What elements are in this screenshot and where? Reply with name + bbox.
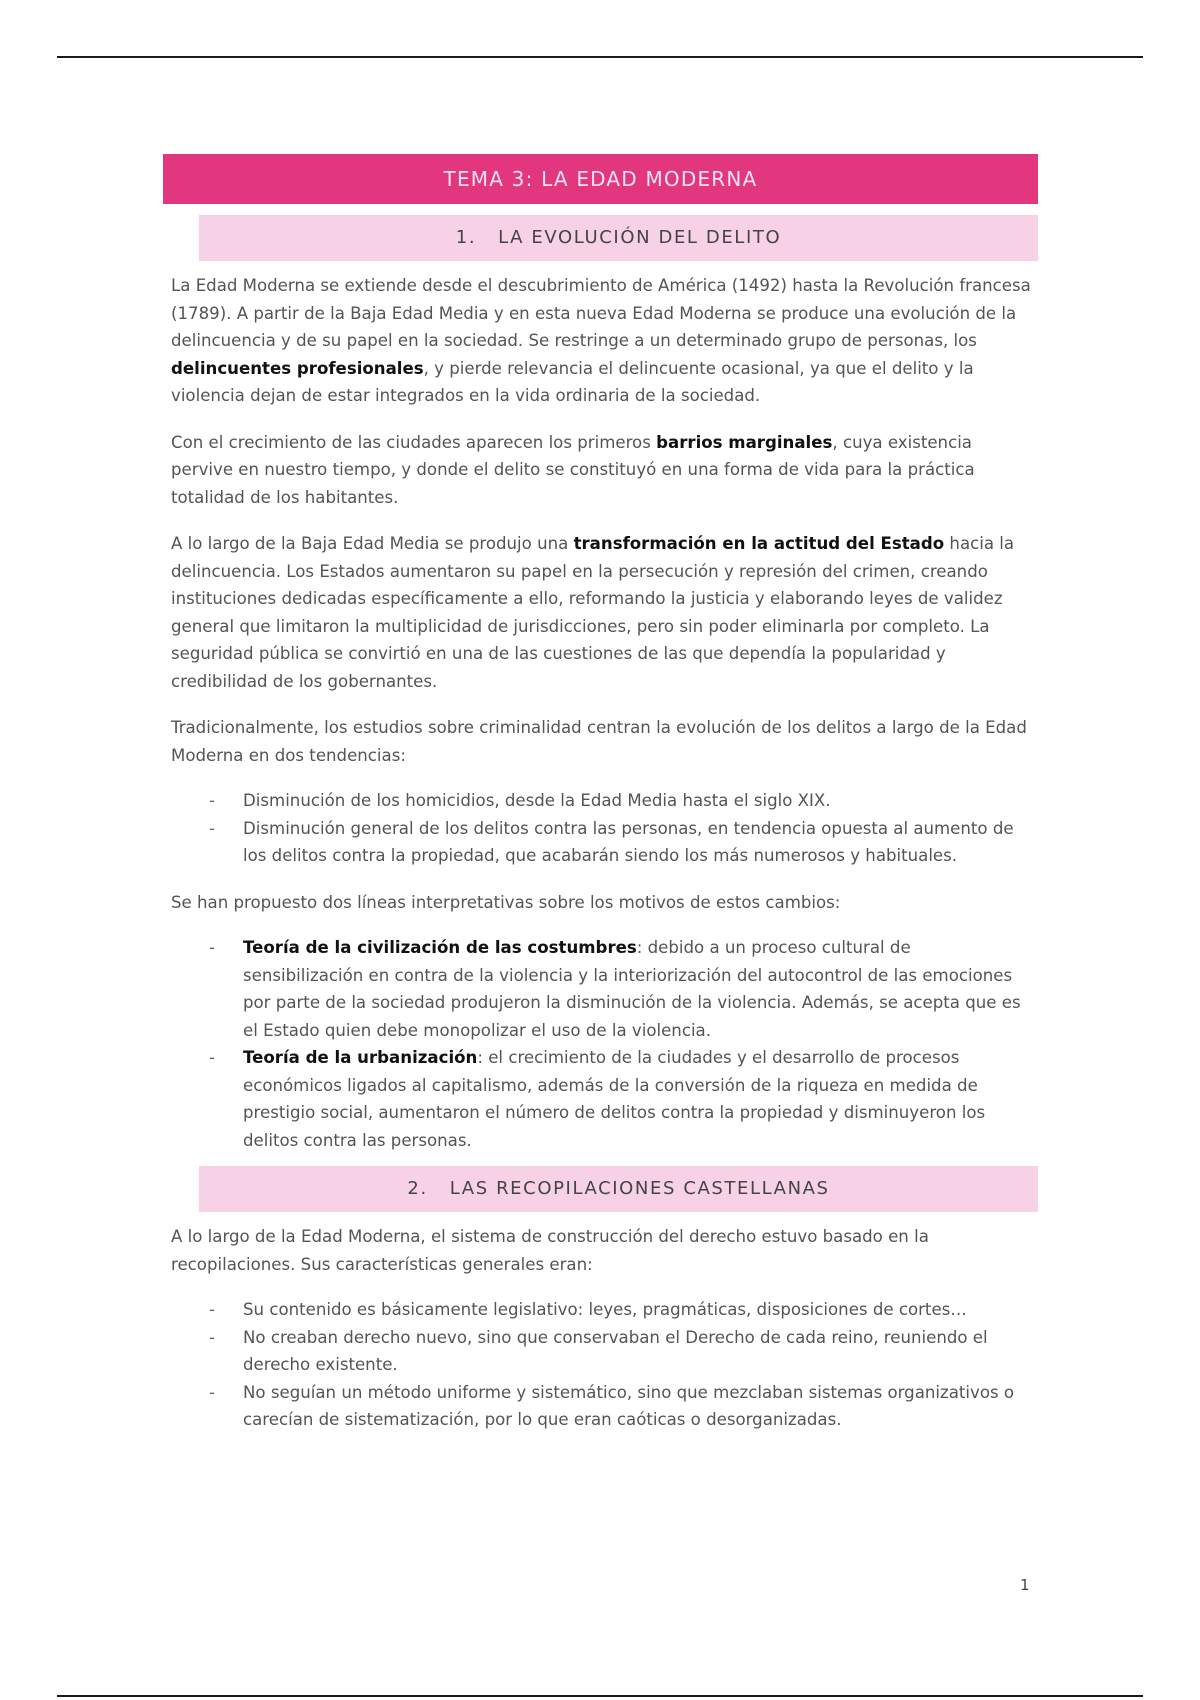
bullet-dash: - bbox=[209, 1048, 215, 1067]
section-heading-evolucion-delito bbox=[199, 215, 1038, 261]
bullet-dash: - bbox=[209, 1300, 215, 1319]
document-title: TEMA 3: LA EDAD MODERNA bbox=[163, 154, 1038, 204]
header-rule bbox=[57, 56, 1143, 58]
bullet-dash: - bbox=[209, 1327, 215, 1347]
paragraph: A lo largo de la Baja Edad Media se produjo una transformación en la actitud del Estado hacia la delincuencia. Los Estados aumentaron su papel en la persecución y represión del crimen, creando instituciones dedicadas específicamente a ello, reformando la justicia y elaborando leyes de validez general que limitaron la multiplicidad de jurisdicciones, pero sin poder eliminarla por completo. La seguridad pública se convirtió en una de las cuestiones de las que dependía la popularidad y credibilidad de los gobernantes. bbox=[171, 534, 1015, 691]
section-number: 1. bbox=[455, 227, 477, 248]
paragraph: Con el crecimiento de las ciudades aparecen los primeros barrios marginales, cuya existencia pervive en nuestro tiempo, y donde el delito se constituyó en una forma de vida para la práctica totalidad de los habitantes. bbox=[171, 432, 975, 507]
bullet-list-caracteristicas bbox=[163, 1296, 1038, 1434]
bullet-list-teorias bbox=[163, 934, 1038, 1154]
list-item: - Disminución de los homicidios, desde la Edad Media hasta el siglo XIX. bbox=[163, 787, 1038, 815]
list-item: - Su contenido es básicamente legislativo: leyes, pragmáticas, disposiciones de cortes… bbox=[163, 1296, 1038, 1324]
list-item: - Teoría de la urbanización: el crecimiento de la ciudades y el desarrollo de procesos económicos ligados al capitalismo, además de la conversión de la riqueza en medida de prestigio social, aumentaron el número de delitos contra la propiedad y disminuyeron los delitos contra las personas. bbox=[163, 1044, 1038, 1154]
bold-term: barrios marginales bbox=[656, 432, 833, 452]
footer-rule bbox=[57, 1695, 1143, 1697]
bold-term: delincuentes profesionales bbox=[171, 358, 424, 378]
section-number: 2. bbox=[407, 1178, 428, 1199]
section-title: LAS RECOPILACIONES CASTELLANAS bbox=[449, 1178, 830, 1199]
bold-term: Teoría de la civilización de las costumbres bbox=[243, 938, 637, 957]
page-number: 1 bbox=[1020, 1576, 1030, 1594]
list-item: - Disminución general de los delitos contra las personas, en tendencia opuesta al aumento de los delitos contra la propiedad, que acabarán siendo los más numerosos y habituales. bbox=[163, 815, 1038, 870]
list-item: - No creaban derecho nuevo, sino que conservaban el Derecho de cada reino, reuniendo el derecho existente. bbox=[163, 1324, 1038, 1379]
paragraph: La Edad Moderna se extiende desde el descubrimiento de América (1492) hasta la Revolución francesa (1789). A partir de la Baja Edad Media y en esta nueva Edad Moderna se produce una evolución de la delincuencia y de su papel en la sociedad. Se restringe a un determinado grupo de personas, los delincuentes profesionales, y pierde relevancia el delincuente ocasional, ya que el delito y la violencia dejan de estar integrados en la vida ordinaria de la sociedad. bbox=[171, 276, 1031, 405]
bullet-dash: - bbox=[209, 818, 215, 838]
paragraph: Se han propuesto dos líneas interpretativas sobre los motivos de estos cambios: bbox=[171, 892, 841, 912]
document-body bbox=[163, 154, 1038, 1434]
paragraph: A lo largo de la Edad Moderna, el sistema de construcción del derecho estuvo basado en la recopilaciones. Sus características generales eran: bbox=[171, 1227, 929, 1274]
bullet-dash: - bbox=[209, 938, 215, 957]
bold-term: Teoría de la urbanización bbox=[243, 1048, 478, 1067]
section-heading-recopilaciones bbox=[199, 1166, 1038, 1212]
bullet-dash: - bbox=[209, 1382, 215, 1402]
paragraph: Tradicionalmente, los estudios sobre criminalidad centran la evolución de los delitos a largo de la Edad Moderna en dos tendencias: bbox=[171, 718, 1027, 765]
section-title: LA EVOLUCIÓN DEL DELITO bbox=[498, 227, 782, 248]
list-item: - Teoría de la civilización de las costumbres: debido a un proceso cultural de sensibilización en contra de la violencia y la interiorización del autocontrol de las emociones por parte de la sociedad produjeron la disminución de la violencia. Además, se acepta que es el Estado quien debe monopolizar el uso de la violencia. bbox=[163, 934, 1038, 1044]
bullet-list-tendencias bbox=[163, 787, 1038, 870]
list-item: - No seguían un método uniforme y sistemático, sino que mezclaban sistemas organizativos o carecían de sistematización, por lo que eran caóticas o desorganizadas. bbox=[163, 1379, 1038, 1434]
bullet-dash: - bbox=[209, 791, 215, 810]
bold-term: transformación en la actitud del Estado bbox=[573, 534, 945, 553]
